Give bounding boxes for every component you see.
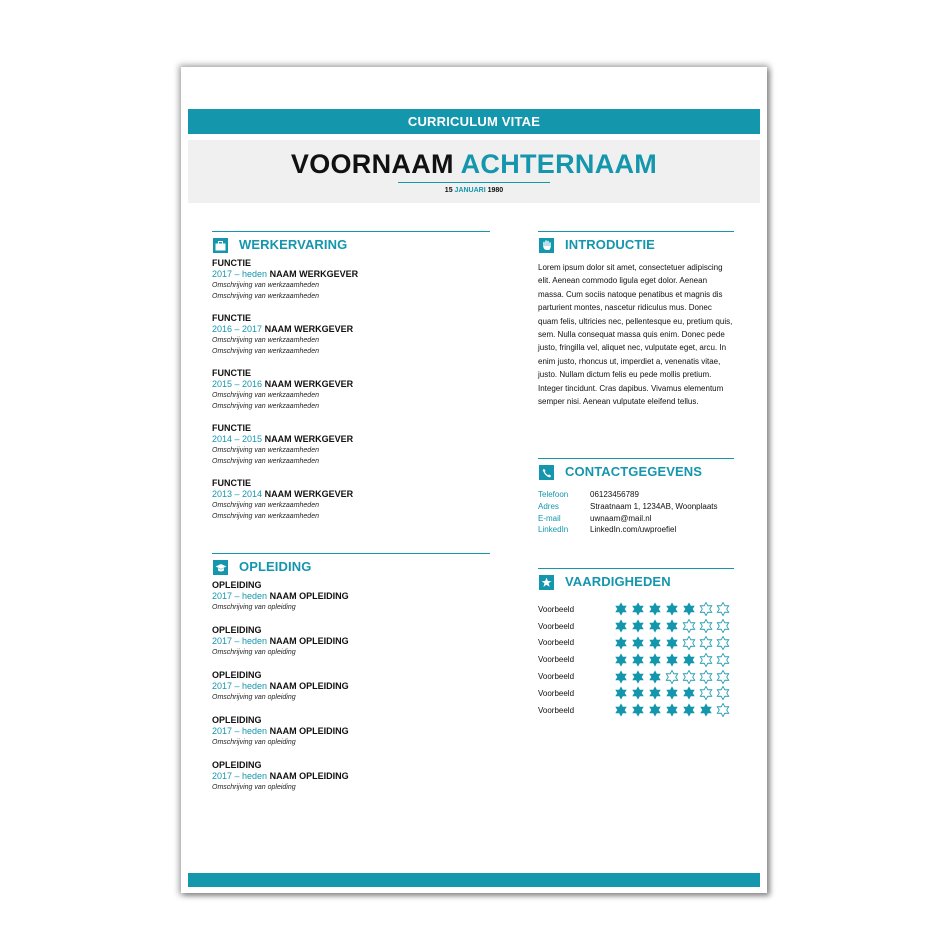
skill-label: Voorbeeld: [538, 621, 575, 631]
work-description: Omschrijving van werkzaamheden: [212, 458, 319, 465]
education-institution: NAAM OPLEIDING: [269, 726, 349, 736]
star-empty-icon: [697, 653, 714, 667]
star-shape: [700, 687, 711, 700]
skill-label: Voorbeeld: [538, 604, 575, 614]
star-shape: [700, 620, 711, 633]
star-shape: [700, 636, 711, 649]
star-filled-icon: [629, 653, 646, 667]
skill-rating: [612, 619, 731, 633]
contact-value: LinkedIn.com/uwproefiel: [590, 525, 677, 535]
star-empty-icon: [714, 636, 731, 650]
star-empty-icon: [697, 670, 714, 684]
star-filled-shape: [631, 602, 645, 616]
dob-day: 15: [444, 187, 453, 194]
skill-row: [538, 668, 734, 685]
education-period-line: [212, 771, 490, 782]
work-period-line: [212, 379, 490, 390]
work-function: FUNCTIE: [212, 423, 251, 433]
footer-bar: [188, 873, 760, 887]
work-period: 2017 – heden: [212, 269, 268, 279]
first-name: VOORNAAM: [290, 149, 454, 179]
star-shape: [666, 670, 677, 683]
star-filled-icon: [646, 686, 663, 700]
star-shape: [649, 670, 660, 683]
contact-section-header: [538, 458, 734, 485]
star-empty-icon: [714, 670, 731, 684]
contact-row-address: [538, 501, 734, 513]
star-filled-icon: [629, 636, 646, 650]
name-divider: [398, 182, 550, 183]
work-description: Omschrijving van werkzaamheden: [212, 348, 319, 355]
work-description: Omschrijving van werkzaamheden: [212, 502, 319, 509]
work-entry: [212, 313, 490, 357]
star-empty-icon: [714, 619, 731, 633]
star-filled-icon: [663, 619, 680, 633]
education-period: 2017 – heden: [212, 771, 268, 781]
star-filled-icon: [612, 686, 629, 700]
cv-page: [181, 67, 767, 893]
hand-icon: [539, 238, 554, 253]
education-entry: [212, 625, 490, 658]
intro-section-title: INTRODUCTIE: [565, 237, 655, 252]
skill-label: Voorbeeld: [538, 638, 575, 648]
star-empty-shape: [716, 686, 730, 700]
star-filled-icon: [663, 703, 680, 717]
work-description: Omschrijving van werkzaamheden: [212, 337, 319, 344]
work-description: Omschrijving van werkzaamheden: [212, 392, 319, 399]
star-filled-icon: [629, 703, 646, 717]
star-shape: [666, 653, 677, 666]
star-shape: [683, 603, 694, 616]
education-entry: [212, 670, 490, 703]
star-filled-icon: [663, 602, 680, 616]
star-filled-shape: [614, 636, 628, 650]
work-employer: NAAM WERKGEVER: [264, 324, 354, 334]
work-employer: NAAM WERKGEVER: [264, 489, 354, 499]
skill-row: [538, 618, 734, 635]
work-period-line: [212, 489, 490, 500]
skill-row: [538, 702, 734, 719]
skill-row: [538, 685, 734, 702]
star-filled-shape: [614, 686, 628, 700]
work-employer: NAAM WERKGEVER: [264, 434, 354, 444]
star-empty-icon: [697, 619, 714, 633]
star-empty-icon: [697, 636, 714, 650]
skill-label: Voorbeeld: [538, 688, 575, 698]
star-filled-icon: [612, 602, 629, 616]
work-function: FUNCTIE: [212, 258, 251, 268]
star-empty-shape: [716, 619, 730, 633]
star-empty-icon: [697, 686, 714, 700]
work-function: FUNCTIE: [212, 313, 251, 323]
star-filled-shape: [648, 670, 662, 684]
star-shape: [717, 687, 728, 700]
star-empty-icon: [714, 686, 731, 700]
star-shape: [615, 620, 626, 633]
star-shape: [615, 704, 626, 717]
work-period: 2016 – 2017: [212, 324, 263, 334]
star-filled-icon: [663, 686, 680, 700]
star-shape: [717, 620, 728, 633]
star-shape: [700, 704, 711, 717]
education-type: OPLEIDING: [212, 670, 262, 680]
star-filled-shape: [631, 619, 645, 633]
work-section: [212, 231, 490, 533]
star-filled-icon: [629, 602, 646, 616]
skills-list: [538, 601, 734, 719]
star-shape: [666, 620, 677, 633]
star-shape: [649, 687, 660, 700]
education-section-header: [212, 553, 490, 580]
education-institution: NAAM OPLEIDING: [269, 771, 349, 781]
education-description: Omschrijving van opleiding: [212, 694, 296, 701]
star-shape: [717, 636, 728, 649]
star-filled-icon: [629, 619, 646, 633]
star-filled-shape: [631, 686, 645, 700]
work-description: Omschrijving van werkzaamheden: [212, 293, 319, 300]
star-filled-icon: [680, 602, 697, 616]
star-filled-shape: [648, 636, 662, 650]
education-entry: [212, 715, 490, 748]
phone-icon: [539, 465, 554, 480]
star-empty-shape: [682, 619, 696, 633]
briefcase-icon: [213, 238, 228, 253]
work-entry: [212, 478, 490, 522]
education-description: Omschrijving van opleiding: [212, 649, 296, 656]
star-shape: [615, 636, 626, 649]
star-filled-icon: [663, 636, 680, 650]
skill-row: [538, 651, 734, 668]
star-filled-shape: [665, 686, 679, 700]
contact-row-email: [538, 513, 734, 525]
work-section-header: [212, 231, 490, 258]
cv-banner: CURRICULUM VITAE: [188, 109, 760, 134]
skill-label: Voorbeeld: [538, 672, 575, 682]
work-description: Omschrijving van werkzaamheden: [212, 513, 319, 520]
star-empty-icon: [680, 619, 697, 633]
star-shape: [717, 603, 728, 616]
work-description: Omschrijving van werkzaamheden: [212, 403, 319, 410]
skill-row: [538, 601, 734, 618]
work-list: [212, 258, 490, 522]
star-filled-icon: [646, 636, 663, 650]
star-shape: [649, 603, 660, 616]
work-employer: NAAM WERKGEVER: [264, 379, 354, 389]
star-empty-shape: [699, 636, 713, 650]
skill-rating: [612, 703, 731, 717]
star-empty-icon: [697, 602, 714, 616]
work-entry: [212, 258, 490, 302]
star-filled-icon: [629, 670, 646, 684]
education-entry: [212, 760, 490, 793]
star-filled-shape: [682, 703, 696, 717]
star-filled-shape: [631, 703, 645, 717]
star-filled-shape: [614, 619, 628, 633]
education-institution: NAAM OPLEIDING: [269, 636, 349, 646]
work-period: 2015 – 2016: [212, 379, 263, 389]
skill-rating: [612, 602, 731, 616]
star-shape: [717, 704, 728, 717]
star-filled-shape: [665, 703, 679, 717]
star-shape: [632, 603, 643, 616]
work-period: 2013 – 2014: [212, 489, 263, 499]
education-period-line: [212, 636, 490, 647]
dob-month: JANUARI: [454, 187, 486, 194]
star-empty-shape: [716, 653, 730, 667]
star-empty-shape: [716, 670, 730, 684]
star-filled-icon: [612, 636, 629, 650]
star-empty-shape: [699, 602, 713, 616]
star-filled-shape: [614, 670, 628, 684]
work-entry: [212, 368, 490, 412]
last-name: ACHTERNAAM: [460, 149, 658, 179]
star-empty-shape: [699, 619, 713, 633]
star-filled-shape: [614, 602, 628, 616]
skills-section: [538, 568, 734, 719]
intro-section-header: [538, 231, 734, 258]
full-name: [188, 148, 760, 180]
education-type: OPLEIDING: [212, 580, 262, 590]
contact-value: 06123456789: [590, 490, 639, 499]
star-filled-icon: [646, 703, 663, 717]
star-filled-icon: [680, 653, 697, 667]
skill-rating: [612, 636, 731, 650]
star-empty-icon: [680, 636, 697, 650]
star-filled-shape: [665, 619, 679, 633]
intro-section: [538, 231, 734, 408]
star-filled-shape: [631, 653, 645, 667]
education-section-title: OPLEIDING: [239, 559, 312, 574]
star-shape: [683, 670, 694, 683]
star-shape: [632, 704, 643, 717]
education-institution: NAAM OPLEIDING: [269, 591, 349, 601]
star-shape: [632, 636, 643, 649]
contact-label: LinkedIn: [538, 525, 569, 535]
work-description: Omschrijving van werkzaamheden: [212, 447, 319, 454]
star-shape: [700, 653, 711, 666]
star-shape: [683, 636, 694, 649]
star-filled-shape: [682, 653, 696, 667]
contact-row-linkedin: [538, 524, 734, 536]
work-period: 2014 – 2015: [212, 434, 263, 444]
contact-section: [538, 458, 734, 536]
dob-year: 1980: [487, 187, 504, 194]
star-empty-shape: [716, 636, 730, 650]
education-period-line: [212, 681, 490, 692]
star-filled-shape: [665, 636, 679, 650]
star-filled-icon: [646, 653, 663, 667]
star-filled-shape: [648, 703, 662, 717]
star-shape: [649, 636, 660, 649]
star-filled-shape: [614, 653, 628, 667]
name-band: [188, 140, 760, 203]
star-shape: [683, 620, 694, 633]
date-of-birth: [188, 187, 760, 194]
star-filled-icon: [612, 703, 629, 717]
star-shape: [717, 653, 728, 666]
star-filled-icon: [612, 653, 629, 667]
skills-section-title: VAARDIGHEDEN: [565, 574, 671, 589]
star-filled-icon: [680, 703, 697, 717]
intro-text: Lorem ipsum dolor sit amet, consectetuer adipiscing elit. Aenean commodo ligula eget dolor. Aenean massa. Cum sociis natoque penatibus et magnis dis parturient montes, nascetur ridiculus mus. Donec quam felis, ultricies nec, pellentesque eu, pretium quis, sem. Nulla consequat massa quis enim. Donec pede justo, fringilla vel, aliquet nec, vulputate eget, arcu. In enim justo, rhoncus ut, imperdiet a, venenatis vitae, justo. Nullam dictum felis eu pede mollis pretium. Integer tincidunt. Cras dapibus. Vivamus elementum semper nisi. Aenean vulputate eleifend tellus.: [538, 263, 733, 407]
work-employer: NAAM WERKGEVER: [269, 269, 359, 279]
star-filled-shape: [699, 703, 713, 717]
star-filled-shape: [682, 602, 696, 616]
star-shape: [666, 603, 677, 616]
skill-row: [538, 635, 734, 652]
star-shape: [649, 704, 660, 717]
star-empty-icon: [714, 653, 731, 667]
skill-rating: [612, 670, 731, 684]
star-empty-shape: [699, 686, 713, 700]
star-empty-shape: [716, 703, 730, 717]
star-shape: [666, 687, 677, 700]
star-empty-icon: [714, 602, 731, 616]
star-filled-shape: [614, 703, 628, 717]
skill-rating: [612, 653, 731, 667]
education-type: OPLEIDING: [212, 760, 262, 770]
contact-label: Adres: [538, 501, 559, 511]
education-period-line: [212, 726, 490, 737]
contact-section-title: CONTACTGEGEVENS: [565, 464, 703, 479]
star-filled-shape: [631, 670, 645, 684]
work-period-line: [212, 434, 490, 445]
star-filled-icon: [646, 670, 663, 684]
star-filled-icon: [629, 686, 646, 700]
star-filled-shape: [631, 636, 645, 650]
skill-label: Voorbeeld: [538, 705, 575, 715]
star-shape: [717, 670, 728, 683]
star-empty-icon: [663, 670, 680, 684]
education-description: Omschrijving van opleiding: [212, 604, 296, 611]
star-shape: [615, 687, 626, 700]
star-shape: [632, 670, 643, 683]
star-shape: [649, 653, 660, 666]
star-empty-icon: [714, 703, 731, 717]
star-filled-icon: [646, 619, 663, 633]
star-filled-icon: [612, 619, 629, 633]
star-shape: [683, 704, 694, 717]
star-shape: [683, 687, 694, 700]
star-shape: [649, 620, 660, 633]
work-function: FUNCTIE: [212, 368, 251, 378]
star-filled-shape: [648, 653, 662, 667]
skill-label: Voorbeeld: [538, 655, 575, 665]
work-period-line: [212, 324, 490, 335]
star-empty-shape: [699, 670, 713, 684]
contact-value: Straatnaam 1, 1234AB, Woonplaats: [590, 501, 718, 511]
education-type: OPLEIDING: [212, 715, 262, 725]
star-shape: [700, 603, 711, 616]
star-filled-shape: [648, 686, 662, 700]
star-empty-shape: [682, 636, 696, 650]
star-shape: [632, 653, 643, 666]
star-shape: [615, 670, 626, 683]
star-shape: [666, 704, 677, 717]
education-period: 2017 – heden: [212, 681, 268, 691]
education-entry: [212, 580, 490, 613]
star-icon: [539, 575, 554, 590]
education-period: 2017 – heden: [212, 726, 268, 736]
contact-value: uwnaam@mail.nl: [590, 513, 652, 523]
education-section: [212, 553, 490, 805]
star-shape: [700, 670, 711, 683]
star-shape: [632, 687, 643, 700]
star-shape: [683, 653, 694, 666]
star-filled-shape: [665, 653, 679, 667]
contact-label: E-mail: [538, 513, 561, 523]
work-function: FUNCTIE: [212, 478, 251, 488]
contact-label: Telefoon: [538, 490, 569, 499]
star-filled-shape: [682, 686, 696, 700]
star-filled-icon: [680, 686, 697, 700]
star-empty-shape: [665, 670, 679, 684]
education-period: 2017 – heden: [212, 591, 268, 601]
contact-row-phone: [538, 489, 734, 501]
star-filled-icon: [697, 703, 714, 717]
graduation-cap-icon: [213, 560, 228, 575]
star-empty-shape: [682, 670, 696, 684]
star-filled-shape: [648, 619, 662, 633]
star-filled-shape: [648, 602, 662, 616]
star-filled-shape: [665, 602, 679, 616]
star-shape: [632, 620, 643, 633]
education-description: Omschrijving van opleiding: [212, 739, 296, 746]
work-description: Omschrijving van werkzaamheden: [212, 282, 319, 289]
star-shape: [615, 653, 626, 666]
work-entry: [212, 423, 490, 467]
education-institution: NAAM OPLEIDING: [269, 681, 349, 691]
skill-rating: [612, 686, 731, 700]
star-filled-icon: [612, 670, 629, 684]
star-shape: [666, 636, 677, 649]
star-filled-icon: [646, 602, 663, 616]
work-period-line: [212, 269, 490, 280]
star-filled-icon: [663, 653, 680, 667]
education-list: [212, 580, 490, 793]
skills-section-header: [538, 568, 734, 595]
work-section-title: WERKERVARING: [239, 237, 348, 252]
star-shape: [615, 603, 626, 616]
education-period: 2017 – heden: [212, 636, 268, 646]
star-empty-icon: [680, 670, 697, 684]
star-empty-shape: [699, 653, 713, 667]
education-description: Omschrijving van opleiding: [212, 784, 296, 791]
star-empty-shape: [716, 602, 730, 616]
education-type: OPLEIDING: [212, 625, 262, 635]
education-period-line: [212, 591, 490, 602]
